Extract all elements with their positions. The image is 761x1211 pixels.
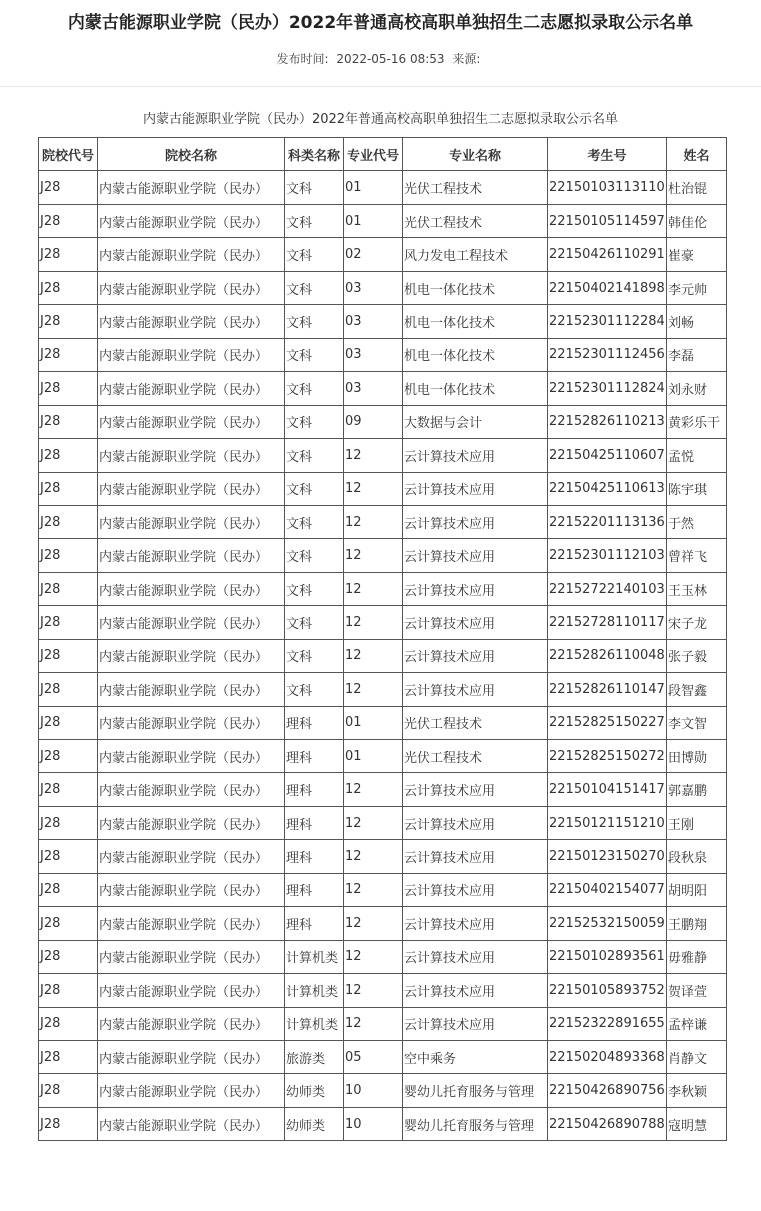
- candidate-id-cell: 22152301112284: [548, 305, 667, 338]
- major-name-cell: 云计算技术应用: [403, 873, 548, 906]
- table-row: [39, 1074, 727, 1107]
- major-name-cell: 风力发电工程技术: [403, 238, 548, 271]
- category-cell: 幼师类: [285, 1107, 344, 1140]
- candidate-id-cell: 22152201113136: [548, 505, 667, 538]
- student-name-cell: 李磊: [667, 338, 727, 371]
- table-row: [39, 773, 727, 806]
- school-code-cell: J28: [39, 205, 98, 238]
- student-name-cell: 段秋泉: [667, 840, 727, 873]
- school-name-cell: 内蒙古能源职业学院（民办）: [98, 238, 285, 271]
- major-name-cell: 机电一体化技术: [403, 372, 548, 405]
- school-name-cell: 内蒙古能源职业学院（民办）: [98, 372, 285, 405]
- category-cell: 理科: [285, 907, 344, 940]
- page-title: 内蒙古能源职业学院（民办）2022年普通高校高职单独招生二志愿拟录取公示名单: [67, 13, 694, 33]
- major-name-cell: 云计算技术应用: [403, 639, 548, 672]
- major-code-cell: 12: [344, 505, 403, 538]
- category-cell: 理科: [285, 806, 344, 839]
- major-name-cell: 光伏工程技术: [403, 205, 548, 238]
- category-cell: 文科: [285, 439, 344, 472]
- school-name-cell: 内蒙古能源职业学院（民办）: [98, 1107, 285, 1140]
- major-code-cell: 03: [344, 305, 403, 338]
- header-school-name: 院校名称: [98, 138, 285, 171]
- table-row: [39, 1040, 727, 1073]
- school-name-cell: 内蒙古能源职业学院（民办）: [98, 840, 285, 873]
- school-name-cell: 内蒙古能源职业学院（民办）: [98, 205, 285, 238]
- header-student-name: 姓名: [667, 138, 727, 171]
- student-name-cell: 贺译萱: [667, 974, 727, 1007]
- table-row: [39, 338, 727, 371]
- major-code-cell: 12: [344, 539, 403, 572]
- candidate-id-cell: 22150426890788: [548, 1107, 667, 1140]
- school-code-cell: J28: [39, 773, 98, 806]
- school-name-cell: 内蒙古能源职业学院（民办）: [98, 271, 285, 304]
- school-name-cell: 内蒙古能源职业学院（民办）: [98, 806, 285, 839]
- student-name-cell: 刘永财: [667, 372, 727, 405]
- major-code-cell: 12: [344, 472, 403, 505]
- candidate-id-cell: 22152722140103: [548, 572, 667, 605]
- category-cell: 文科: [285, 171, 344, 205]
- table-row: [39, 472, 727, 505]
- school-code-cell: J28: [39, 907, 98, 940]
- school-name-cell: 内蒙古能源职业学院（民办）: [98, 974, 285, 1007]
- header-category: 科类名称: [285, 138, 344, 171]
- table-row: [39, 840, 727, 873]
- major-code-cell: 01: [344, 706, 403, 739]
- major-code-cell: 09: [344, 405, 403, 438]
- major-code-cell: 01: [344, 205, 403, 238]
- category-cell: 文科: [285, 372, 344, 405]
- major-name-cell: 云计算技术应用: [403, 974, 548, 1007]
- major-name-cell: 云计算技术应用: [403, 572, 548, 605]
- student-name-cell: 寇明慧: [667, 1107, 727, 1140]
- candidate-id-cell: 22150204893368: [548, 1040, 667, 1073]
- major-name-cell: 云计算技术应用: [403, 840, 548, 873]
- header-candidate-id: 考生号: [548, 138, 667, 171]
- table-row: [39, 271, 727, 304]
- candidate-id-cell: 22150425110607: [548, 439, 667, 472]
- candidate-id-cell: 22152728110117: [548, 606, 667, 639]
- category-cell: 文科: [285, 673, 344, 706]
- major-code-cell: 12: [344, 806, 403, 839]
- student-name-cell: 田博勋: [667, 740, 727, 773]
- student-name-cell: 王鹏翔: [667, 907, 727, 940]
- candidate-id-cell: 22150105893752: [548, 974, 667, 1007]
- student-name-cell: 杜治锟: [667, 171, 727, 205]
- major-name-cell: 机电一体化技术: [403, 271, 548, 304]
- source-label: 来源:: [452, 52, 481, 66]
- major-name-cell: 机电一体化技术: [403, 305, 548, 338]
- candidate-id-cell: 22152826110213: [548, 405, 667, 438]
- category-cell: 文科: [285, 639, 344, 672]
- header-divider: [0, 86, 761, 87]
- category-cell: 文科: [285, 539, 344, 572]
- category-cell: 理科: [285, 873, 344, 906]
- student-name-cell: 曾祥飞: [667, 539, 727, 572]
- candidate-id-cell: 22152301112103: [548, 539, 667, 572]
- major-name-cell: 云计算技术应用: [403, 907, 548, 940]
- school-code-cell: J28: [39, 238, 98, 271]
- major-code-cell: 10: [344, 1074, 403, 1107]
- major-code-cell: 12: [344, 940, 403, 973]
- category-cell: 理科: [285, 773, 344, 806]
- school-code-cell: J28: [39, 1074, 98, 1107]
- major-name-cell: 云计算技术应用: [403, 606, 548, 639]
- candidate-id-cell: 22152532150059: [548, 907, 667, 940]
- table-row: [39, 572, 727, 605]
- candidate-id-cell: 22150104151417: [548, 773, 667, 806]
- school-name-cell: 内蒙古能源职业学院（民办）: [98, 405, 285, 438]
- school-code-cell: J28: [39, 873, 98, 906]
- school-code-cell: J28: [39, 405, 98, 438]
- header-major-name: 专业名称: [403, 138, 548, 171]
- student-name-cell: 陈宇琪: [667, 472, 727, 505]
- table-row: [39, 505, 727, 538]
- major-name-cell: 婴幼儿托育服务与管理: [403, 1074, 548, 1107]
- student-name-cell: 李文智: [667, 706, 727, 739]
- candidate-id-cell: 22150123150270: [548, 840, 667, 873]
- student-name-cell: 刘畅: [667, 305, 727, 338]
- category-cell: 理科: [285, 840, 344, 873]
- school-name-cell: 内蒙古能源职业学院（民办）: [98, 639, 285, 672]
- student-name-cell: 段智鑫: [667, 673, 727, 706]
- table-row: [39, 740, 727, 773]
- major-code-cell: 12: [344, 1007, 403, 1040]
- student-name-cell: 黄彩乐干: [667, 405, 727, 438]
- school-name-cell: 内蒙古能源职业学院（民办）: [98, 606, 285, 639]
- table-header-row: [39, 138, 727, 171]
- header-school-code: 院校代号: [39, 138, 98, 171]
- table-row: [39, 639, 727, 672]
- candidate-id-cell: 22152826110147: [548, 673, 667, 706]
- major-code-cell: 12: [344, 606, 403, 639]
- school-code-cell: J28: [39, 1040, 98, 1073]
- major-name-cell: 云计算技术应用: [403, 505, 548, 538]
- table-row: [39, 439, 727, 472]
- admission-table: [38, 137, 727, 1141]
- school-code-cell: J28: [39, 974, 98, 1007]
- major-code-cell: 03: [344, 372, 403, 405]
- school-name-cell: 内蒙古能源职业学院（民办）: [98, 539, 285, 572]
- major-name-cell: 云计算技术应用: [403, 439, 548, 472]
- category-cell: 文科: [285, 338, 344, 371]
- category-cell: 理科: [285, 706, 344, 739]
- table-row: [39, 405, 727, 438]
- student-name-cell: 李秋颖: [667, 1074, 727, 1107]
- table-row: [39, 539, 727, 572]
- table-row: [39, 205, 727, 238]
- school-code-cell: J28: [39, 171, 98, 205]
- school-code-cell: J28: [39, 439, 98, 472]
- major-name-cell: 空中乘务: [403, 1040, 548, 1073]
- school-name-cell: 内蒙古能源职业学院（民办）: [98, 472, 285, 505]
- major-name-cell: 大数据与会计: [403, 405, 548, 438]
- category-cell: 文科: [285, 238, 344, 271]
- school-name-cell: 内蒙古能源职业学院（民办）: [98, 673, 285, 706]
- publish-time: 2022-05-16 08:53: [336, 52, 445, 66]
- major-name-cell: 云计算技术应用: [403, 539, 548, 572]
- table-row: [39, 907, 727, 940]
- header-major-code: 专业代号: [344, 138, 403, 171]
- candidate-id-cell: 22152825150227: [548, 706, 667, 739]
- school-name-cell: 内蒙古能源职业学院（民办）: [98, 706, 285, 739]
- table-row: [39, 974, 727, 1007]
- major-name-cell: 云计算技术应用: [403, 773, 548, 806]
- category-cell: 文科: [285, 606, 344, 639]
- category-cell: 文科: [285, 205, 344, 238]
- candidate-id-cell: 22150426890756: [548, 1074, 667, 1107]
- major-code-cell: 12: [344, 673, 403, 706]
- table-row: [39, 171, 727, 205]
- school-name-cell: 内蒙古能源职业学院（民办）: [98, 773, 285, 806]
- school-code-cell: J28: [39, 305, 98, 338]
- major-name-cell: 云计算技术应用: [403, 1007, 548, 1040]
- student-name-cell: 肖静文: [667, 1040, 727, 1073]
- school-code-cell: J28: [39, 740, 98, 773]
- school-code-cell: J28: [39, 1007, 98, 1040]
- student-name-cell: 毋雅静: [667, 940, 727, 973]
- article-meta: [0, 50, 761, 68]
- candidate-id-cell: 22150103113110: [548, 171, 667, 205]
- student-name-cell: 胡明阳: [667, 873, 727, 906]
- major-code-cell: 12: [344, 572, 403, 605]
- table-row: [39, 1107, 727, 1140]
- student-name-cell: 郭嘉鹏: [667, 773, 727, 806]
- major-code-cell: 03: [344, 338, 403, 371]
- major-code-cell: 01: [344, 171, 403, 205]
- major-name-cell: 云计算技术应用: [403, 472, 548, 505]
- student-name-cell: 宋子龙: [667, 606, 727, 639]
- category-cell: 文科: [285, 505, 344, 538]
- school-name-cell: 内蒙古能源职业学院（民办）: [98, 740, 285, 773]
- school-code-cell: J28: [39, 338, 98, 371]
- candidate-id-cell: 22152322891655: [548, 1007, 667, 1040]
- major-name-cell: 云计算技术应用: [403, 806, 548, 839]
- candidate-id-cell: 22152826110048: [548, 639, 667, 672]
- school-name-cell: 内蒙古能源职业学院（民办）: [98, 1074, 285, 1107]
- candidate-id-cell: 22152301112456: [548, 338, 667, 371]
- school-name-cell: 内蒙古能源职业学院（民办）: [98, 338, 285, 371]
- school-code-cell: J28: [39, 673, 98, 706]
- major-code-cell: 12: [344, 907, 403, 940]
- major-code-cell: 03: [344, 271, 403, 304]
- category-cell: 文科: [285, 472, 344, 505]
- major-code-cell: 05: [344, 1040, 403, 1073]
- candidate-id-cell: 22150105114597: [548, 205, 667, 238]
- category-cell: 文科: [285, 271, 344, 304]
- major-code-cell: 02: [344, 238, 403, 271]
- table-row: [39, 873, 727, 906]
- category-cell: 文科: [285, 572, 344, 605]
- school-name-cell: 内蒙古能源职业学院（民办）: [98, 1007, 285, 1040]
- category-cell: 计算机类: [285, 940, 344, 973]
- table-row: [39, 706, 727, 739]
- school-code-cell: J28: [39, 806, 98, 839]
- table-row: [39, 673, 727, 706]
- candidate-id-cell: 22152301112824: [548, 372, 667, 405]
- school-name-cell: 内蒙古能源职业学院（民办）: [98, 940, 285, 973]
- school-name-cell: 内蒙古能源职业学院（民办）: [98, 572, 285, 605]
- candidate-id-cell: 22150402154077: [548, 873, 667, 906]
- category-cell: 理科: [285, 740, 344, 773]
- candidate-id-cell: 22152825150272: [548, 740, 667, 773]
- school-code-cell: J28: [39, 606, 98, 639]
- major-code-cell: 12: [344, 840, 403, 873]
- category-cell: 幼师类: [285, 1074, 344, 1107]
- school-code-cell: J28: [39, 639, 98, 672]
- major-name-cell: 婴幼儿托育服务与管理: [403, 1107, 548, 1140]
- category-cell: 计算机类: [285, 1007, 344, 1040]
- major-code-cell: 12: [344, 639, 403, 672]
- candidate-id-cell: 22150425110613: [548, 472, 667, 505]
- school-code-cell: J28: [39, 706, 98, 739]
- table-row: [39, 806, 727, 839]
- major-code-cell: 12: [344, 439, 403, 472]
- school-name-cell: 内蒙古能源职业学院（民办）: [98, 1040, 285, 1073]
- candidate-id-cell: 22150426110291: [548, 238, 667, 271]
- table-row: [39, 238, 727, 271]
- school-code-cell: J28: [39, 505, 98, 538]
- table-row: [39, 1007, 727, 1040]
- school-code-cell: J28: [39, 940, 98, 973]
- student-name-cell: 李元帅: [667, 271, 727, 304]
- school-code-cell: J28: [39, 372, 98, 405]
- student-name-cell: 崔豪: [667, 238, 727, 271]
- school-code-cell: J28: [39, 572, 98, 605]
- candidate-id-cell: 22150121151210: [548, 806, 667, 839]
- student-name-cell: 王玉林: [667, 572, 727, 605]
- school-name-cell: 内蒙古能源职业学院（民办）: [98, 305, 285, 338]
- major-code-cell: 10: [344, 1107, 403, 1140]
- category-cell: 文科: [285, 305, 344, 338]
- student-name-cell: 孟梓谦: [667, 1007, 727, 1040]
- major-name-cell: 光伏工程技术: [403, 706, 548, 739]
- student-name-cell: 张子毅: [667, 639, 727, 672]
- publish-time-label: 发布时间:: [276, 52, 329, 66]
- student-name-cell: 韩佳伦: [667, 205, 727, 238]
- student-name-cell: 王刚: [667, 806, 727, 839]
- table-row: [39, 372, 727, 405]
- major-code-cell: 12: [344, 773, 403, 806]
- category-cell: 计算机类: [285, 974, 344, 1007]
- school-code-cell: J28: [39, 1107, 98, 1140]
- candidate-id-cell: 22150102893561: [548, 940, 667, 973]
- major-code-cell: 01: [344, 740, 403, 773]
- category-cell: 文科: [285, 405, 344, 438]
- school-name-cell: 内蒙古能源职业学院（民办）: [98, 439, 285, 472]
- school-name-cell: 内蒙古能源职业学院（民办）: [98, 907, 285, 940]
- major-name-cell: 光伏工程技术: [403, 171, 548, 205]
- table-caption: 内蒙古能源职业学院（民办）2022年普通高校高职单独招生二志愿拟录取公示名单: [142, 112, 619, 127]
- school-name-cell: 内蒙古能源职业学院（民办）: [98, 873, 285, 906]
- table-body: [39, 171, 727, 1141]
- major-name-cell: 机电一体化技术: [403, 338, 548, 371]
- school-name-cell: 内蒙古能源职业学院（民办）: [98, 171, 285, 205]
- school-code-cell: J28: [39, 539, 98, 572]
- candidate-id-cell: 22150402141898: [548, 271, 667, 304]
- major-name-cell: 云计算技术应用: [403, 940, 548, 973]
- table-row: [39, 305, 727, 338]
- school-code-cell: J28: [39, 472, 98, 505]
- major-name-cell: 光伏工程技术: [403, 740, 548, 773]
- table-row: [39, 606, 727, 639]
- student-name-cell: 于然: [667, 505, 727, 538]
- school-code-cell: J28: [39, 271, 98, 304]
- major-code-cell: 12: [344, 873, 403, 906]
- major-name-cell: 云计算技术应用: [403, 673, 548, 706]
- school-name-cell: 内蒙古能源职业学院（民办）: [98, 505, 285, 538]
- school-code-cell: J28: [39, 840, 98, 873]
- table-row: [39, 940, 727, 973]
- student-name-cell: 孟悦: [667, 439, 727, 472]
- major-code-cell: 12: [344, 974, 403, 1007]
- category-cell: 旅游类: [285, 1040, 344, 1073]
